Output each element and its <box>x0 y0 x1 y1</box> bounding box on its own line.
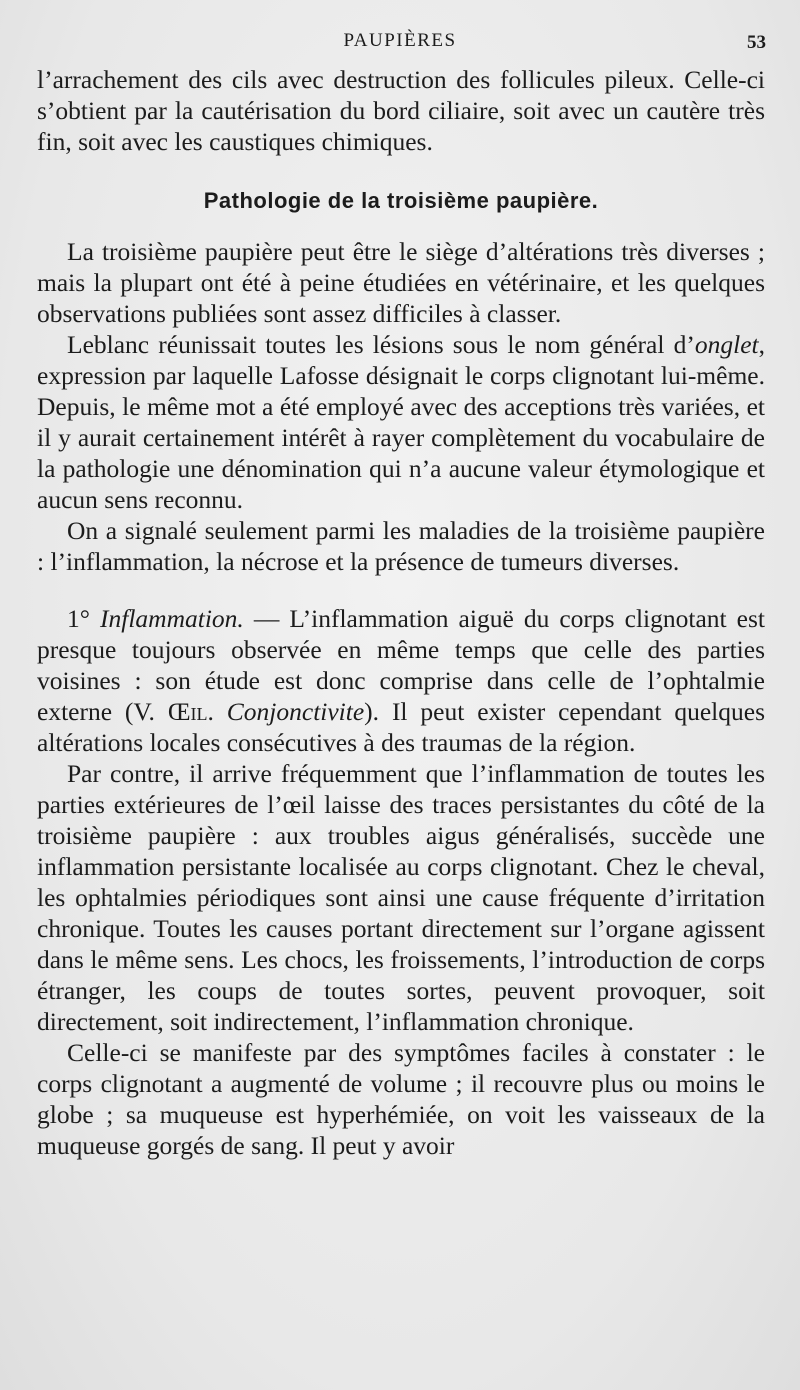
paragraph-symptomes: Celle-ci se manifeste par des symptômes faciles à constater : le corps clignotant a augmenté de volume ; il recouvre plus ou moins le globe ; sa muqueuse est hyperhémiée, on voit les vaisseaux de la muqueuse gorgés de sang. Il peut y avoir <box>37 1038 765 1160</box>
section-title: Pathologie de la troisième paupière. <box>203 188 599 213</box>
subsection-heading: Inflammation. <box>100 604 244 633</box>
paragraph-text: ). Il peut exister cependant quelques altérations locales consécutives à des traumas de la région. <box>37 697 765 757</box>
running-head <box>0 30 800 60</box>
italic-term: Conjonctivite <box>226 697 365 726</box>
paragraph-inflammation <box>37 603 765 758</box>
spacer <box>37 577 765 603</box>
paragraph-text: Leblanc réunissait toutes les lésions sous le nom général d’ <box>67 330 695 359</box>
paragraph-text: , expression par laquelle Lafosse désignait le corps clignotant lui-même. Depuis, le même mot a été employé avec des acceptions très variées, et il y aurait certainement intérêt à rayer complètement du vocabulaire de la pathologie une dénomination qui n’a aucune valeur étymologique et aucun sens reconnu. <box>37 330 765 514</box>
paragraph-intro: La troisième paupière peut être le siège d’altérations très diverses ; mais la plupart ont été à peine étudiées en vétérinaire, et les quelques observations publiées sont assez difficiles à classer. <box>37 237 765 328</box>
section-number: 1° <box>67 604 100 633</box>
running-title: PAUPIÈRES <box>343 30 457 51</box>
italic-term: onglet <box>694 330 759 359</box>
paragraph-text: — L’inflammation aiguë du corps clignotant est presque toujours observée en même temps que celle des parties voisines : son étude est donc comprise dans celle de l’ophtalmie externe (V. <box>37 604 765 726</box>
cross-reference: Œil. <box>167 697 214 726</box>
body-text <box>37 64 765 1161</box>
paragraph-maladies: On a signalé seulement parmi les maladies de la troisième paupière : l’inflammation, la nécrose et la présence de tumeurs diverses. <box>37 516 765 576</box>
page-number: 53 <box>747 32 766 53</box>
paragraph-par-contre: Par contre, il arrive fréquemment que l’inflammation de toutes les parties extérieures de l’œil laisse des traces persistantes du côté de la troisième paupière : aux troubles aigus généralisés, succède une inflammation persistante localisée au corps clignotant. Chez le cheval, les ophtalmies périodiques sont ainsi une cause fréquente d’irritation chronique. Toutes les causes portant directement sur l’organe agissent dans le même sens. Les chocs, les froissements, l’introduction de corps étranger, les coups de toutes sortes, peuvent provoquer, soit directement, soit indirectement, l’inflammation chronique. <box>37 759 765 1036</box>
paragraph-continued: l’arrachement des cils avec destruction des follicules pileux. Celle-ci s’obtient par la cautérisation du bord ciliaire, soit avec un cautère très fin, soit avec les caustiques chimiques. <box>37 65 765 156</box>
paragraph-leblanc <box>37 329 765 515</box>
